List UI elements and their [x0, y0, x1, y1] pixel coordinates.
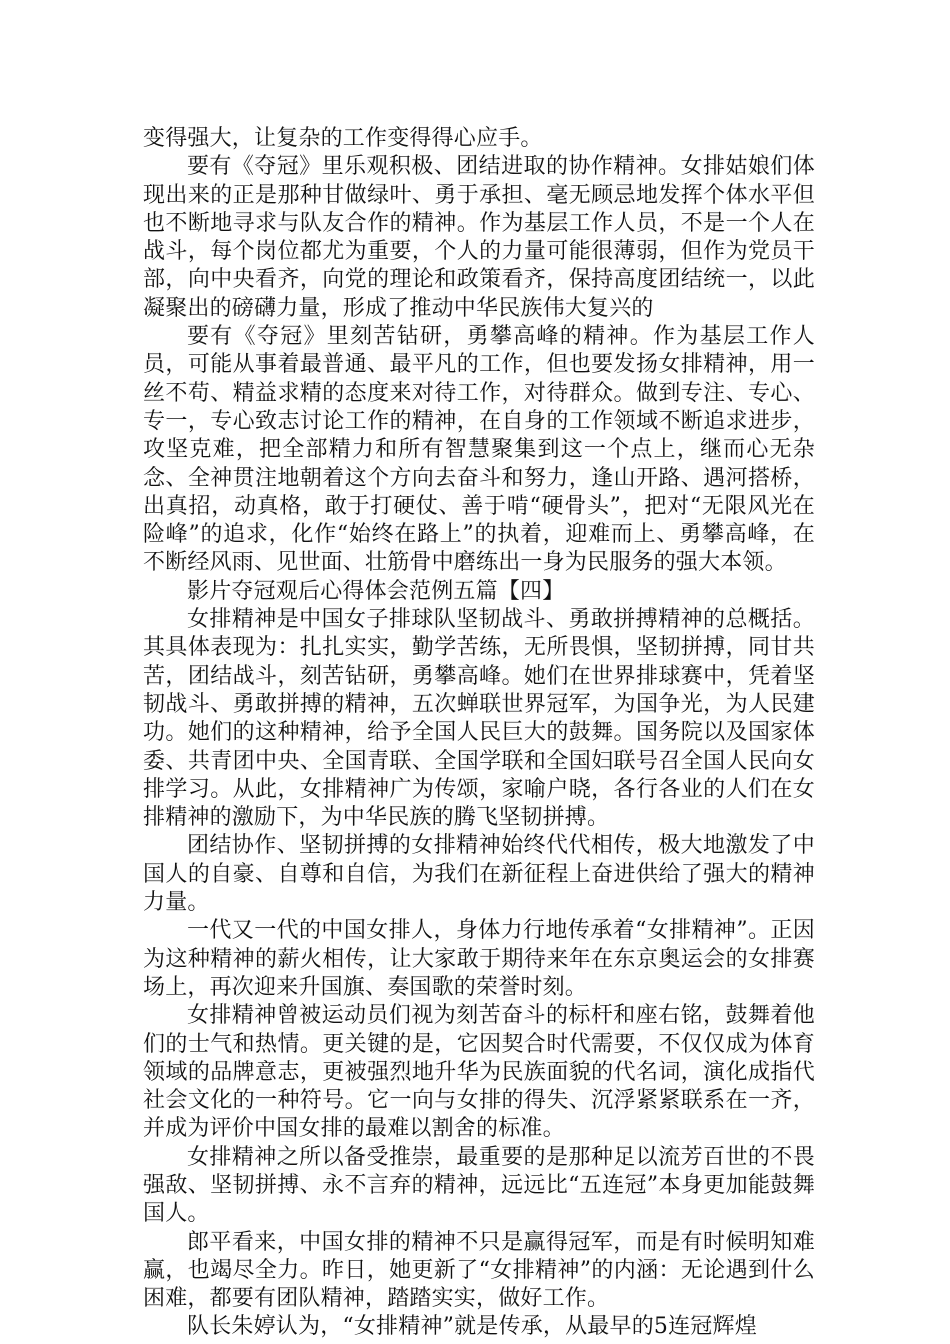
section-heading: 影片夺冠观后心得体会范例五篇【四】: [187, 578, 565, 604]
document-body: [143, 125, 815, 1342]
paragraph-6: 团结协作、坚韧拼搏的女排精神始终代代相传，极大地激发了中国人的自豪、自尊和自信，为我们在新征程上奋进供给了强大的精神力量。: [143, 833, 815, 916]
paragraph-11: 队长朱婷认为，“女排精神”就是传承，从最早的5连冠辉煌: [187, 1314, 757, 1340]
paragraph-1: 变得强大，让复杂的工作变得得心应手。: [143, 126, 543, 151]
paragraph-7: 一代又一代的中国女排人，身体力行地传承着“女排精神”。正因为这种精神的薪火相传，让大家敢于期待来年在东京奥运会的女排赛场上，再次迎来升国旗、奏国歌的荣誉时刻。: [143, 918, 815, 1000]
paragraph-2: 要有《夺冠》里乐观积极、团结进取的协作精神。女排姑娘们体现出来的正是那种甘做绿叶、勇于承担、毫无顾忌地发挥个体水平但也不断地寻求与队友合作的精神。作为基层工作人员，不是一个人在战斗，每个岗位都尤为重要，个人的力量可能很薄弱，但作为党员干部，向中央看齐，向党的理论和政策看齐，保持高度团结统一，以此凝聚出的磅礴力量，形成了推动中华民族伟大复兴的: [143, 154, 815, 321]
paragraph-3: 要有《夺冠》里刻苦钻研，勇攀高峰的精神。作为基层工作人员，可能从事着最普通、最平凡的工作，但也要发扬女排精神，用一丝不苟、精益求精的态度来对待工作，对待群众。做到专注、专心、专一，专心致志讨论工作的精神，在自身的工作领域不断追求进步，攻坚克难，把全部精力和所有智慧聚集到这一个点上，继而心无杂念、全神贯注地朝着这个方向去奋斗和努力，逢山开路、遇河搭桥，出真招，动真格，敢于打硬仗、善于啃“硬骨头”，把对“无限风光在险峰”的追求，化作“始终在路上”的执着，迎难而上、勇攀高峰，在不断经风雨、见世面、壮筋骨中磨练出一身为民服务的强大本领。: [143, 324, 815, 576]
paragraph-8: 女排精神曾被运动员们视为刻苦奋斗的标杆和座右铭，鼓舞着他们的士气和热情。更关键的是，它因契合时代需要，不仅仅成为体育领域的品牌意志，更被强烈地升华为民族面貌的代名词，演化成指代社会文化的一种符号。它一向与女排的得失、沉浮紧紧联系在一齐，并成为评价中国女排的最难以割舍的标准。: [143, 1003, 815, 1142]
paragraph-5: 女排精神是中国女子排球队坚韧战斗、勇敢拼搏精神的总概括。其具体表现为：扎扎实实，勤学苦练，无所畏惧，坚韧拼搏，同甘共苦，团结战斗，刻苦钻研，勇攀高峰。她们在世界排球赛中，凭着坚韧战斗、勇敢拼搏的精神，五次蝉联世界冠军，为国争光，为人民建功。她们的这种精神，给予全国人民巨大的鼓舞。国务院以及国家体委、共青团中央、全国青联、全国学联和全国妇联号召全国人民向女排学习。从此，女排精神广为传颂，家喻户晓，各行各业的人们在女排精神的激励下，为中华民族的腾飞坚韧拼搏。: [143, 607, 815, 831]
paragraph-9: 女排精神之所以备受推崇，最重要的是那种足以流芳百世的不畏强敌、坚韧拼搏、永不言弃的精神，远远比“五连冠”本身更加能鼓舞国人。: [143, 1144, 815, 1227]
paragraph-10: 郎平看来，中国女排的精神不只是赢得冠军，而是有时候明知难赢，也竭尽全力。昨日，她更新了“女排精神”的内涵：无论遇到什么困难，都要有团队精神，踏踏实实，做好工作。: [143, 1229, 815, 1312]
